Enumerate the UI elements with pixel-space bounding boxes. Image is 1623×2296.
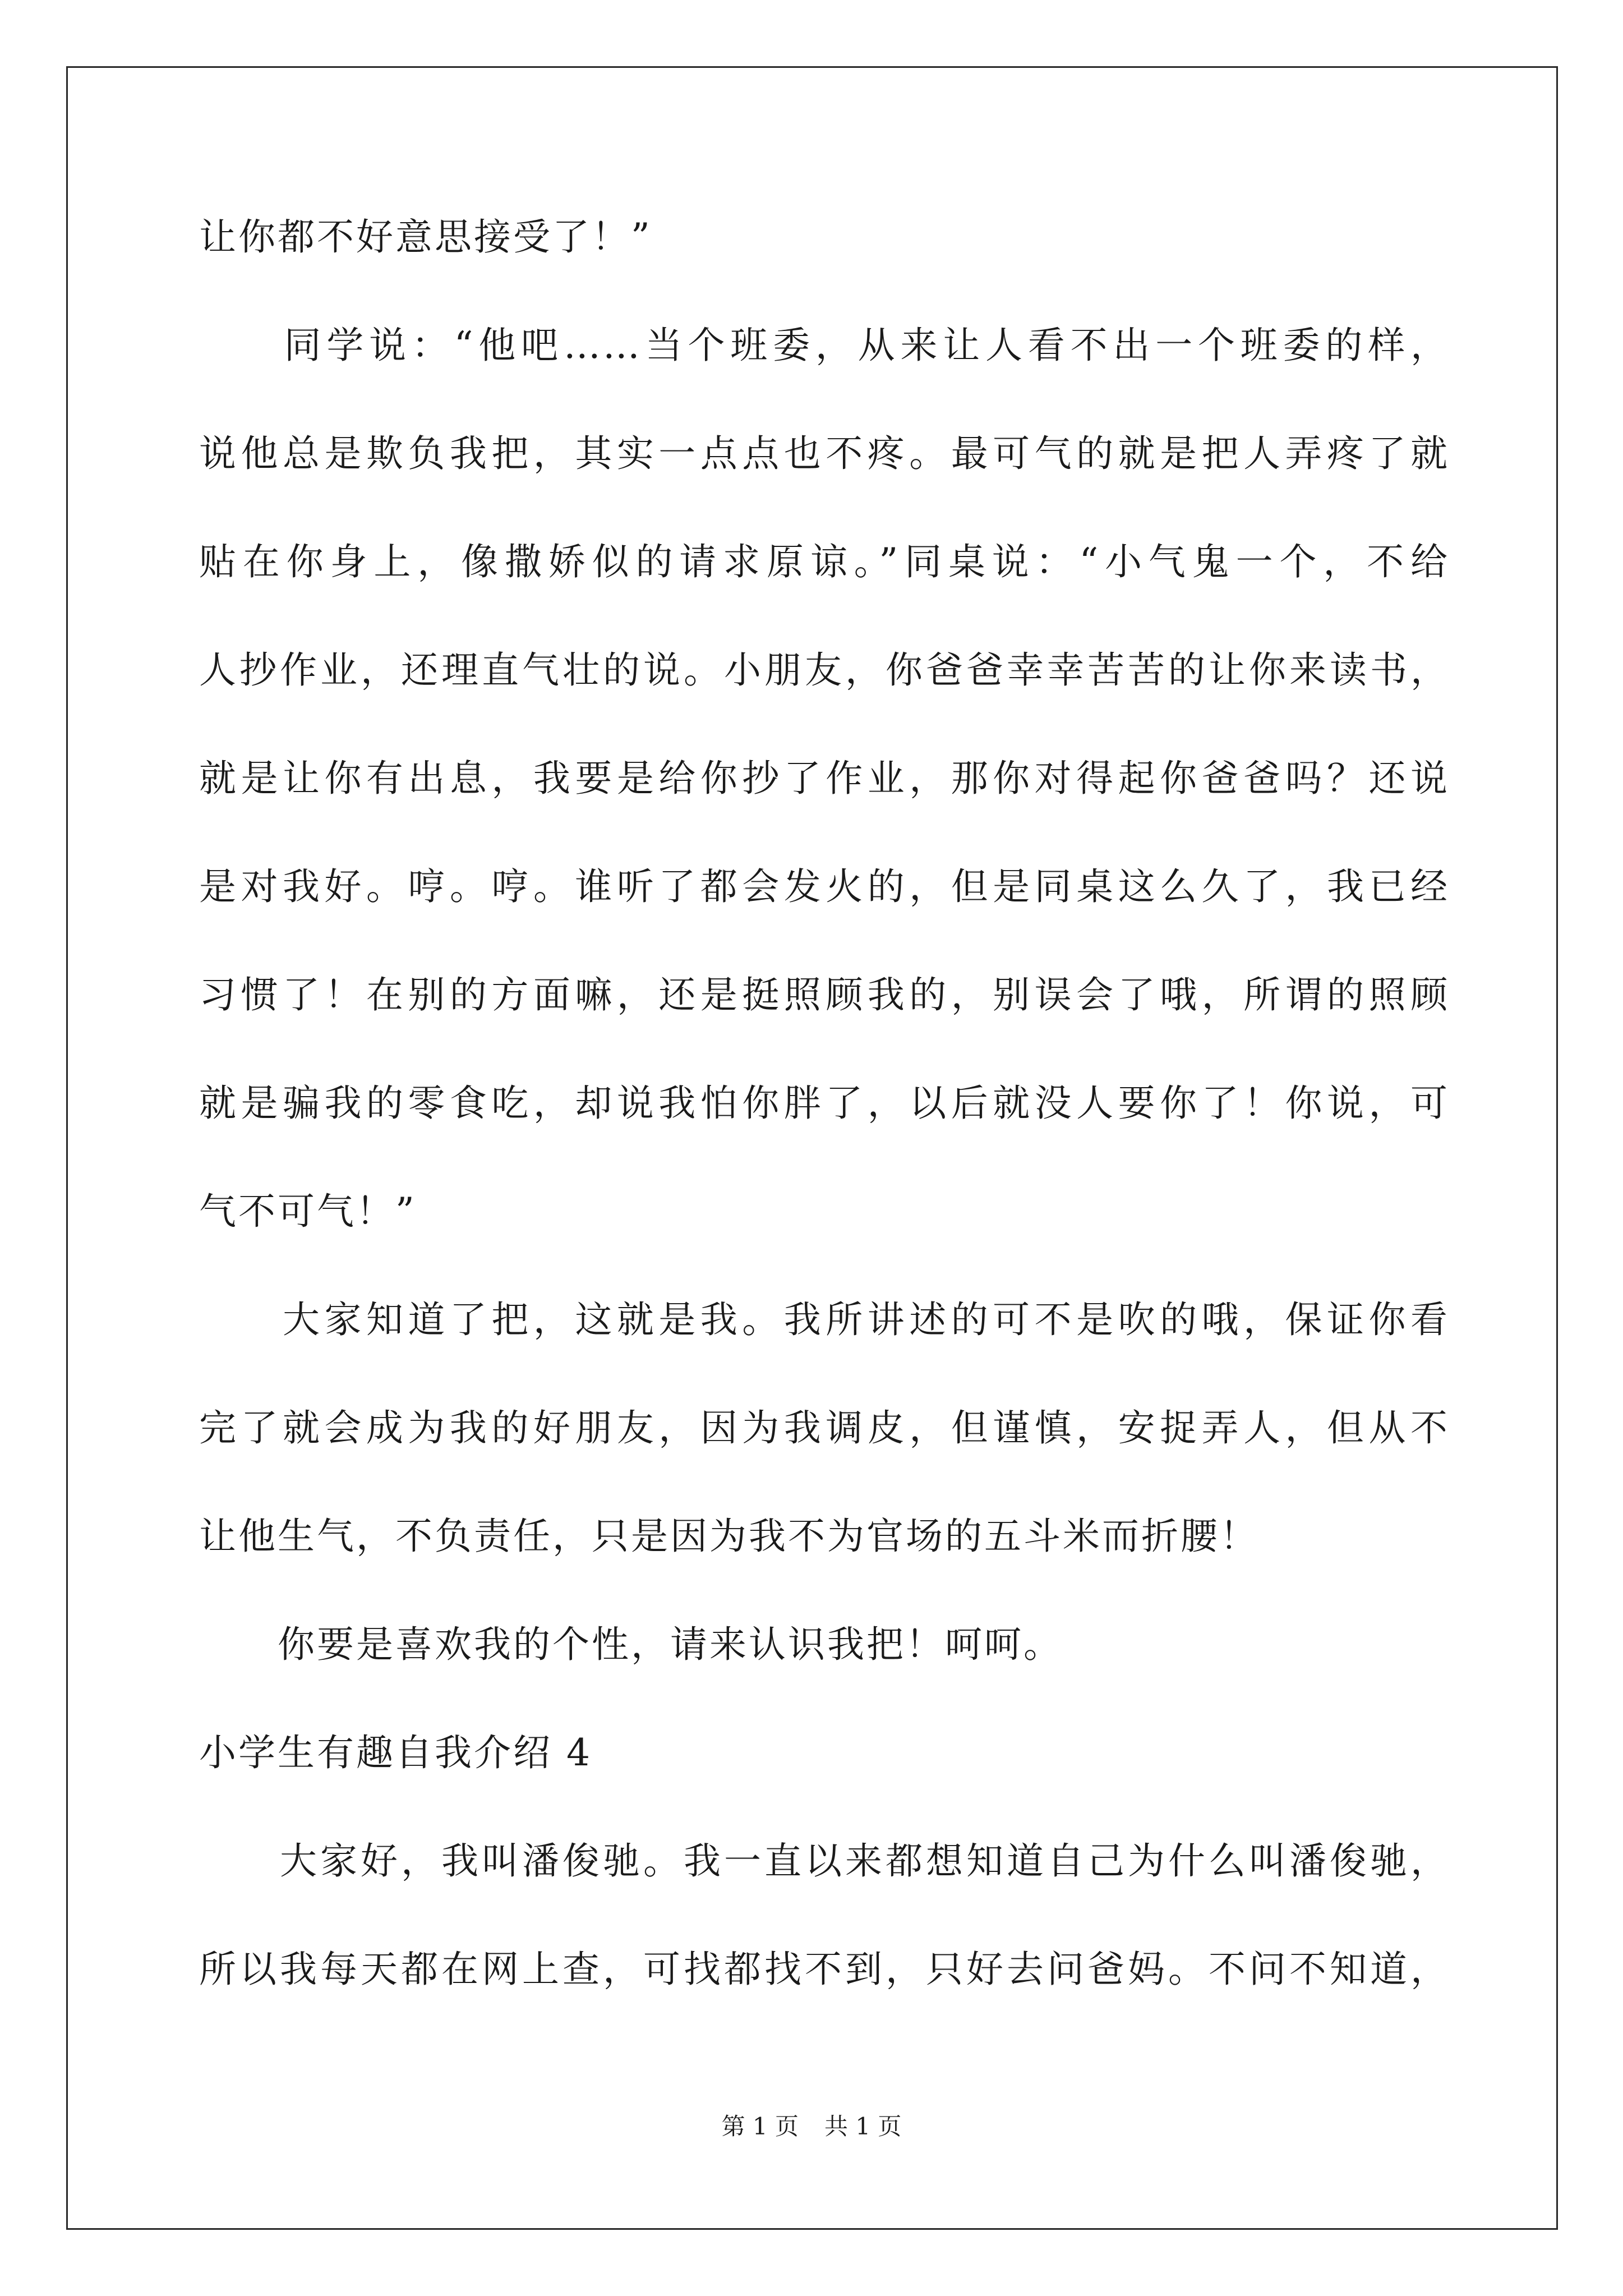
text-line: 习惯了！在别的方面嘛，还是挺照顾我的，别误会了哦，所谓的照顾 xyxy=(199,973,1450,1016)
page-number: 第 1 页 xyxy=(721,2113,799,2140)
text-line: 人抄作业，还理直气壮的说。小朋友，你爸爸幸幸苦苦的让你来读书， xyxy=(199,648,1450,692)
text-line: 就是骗我的零食吃，却说我怕你胖了，以后就没人要你了！你说，可 xyxy=(199,1082,1450,1125)
text-line: 同学说：“他吧……当个班委，从来让人看不出一个班委的样， xyxy=(199,324,1450,367)
text-line: 是对我好。哼。哼。谁听了都会发火的，但是同桌这么久了，我已经 xyxy=(199,865,1450,908)
document-body xyxy=(199,215,1450,2059)
text-line: 大家知道了把，这就是我。我所讲述的可不是吹的哦，保证你看 xyxy=(199,1298,1450,1341)
text-line: 你要是喜欢我的个性，请来认识我把！呵呵。 xyxy=(199,1623,1063,1666)
text-line: 说他总是欺负我把，其实一点点也不疼。最可气的就是把人弄疼了就 xyxy=(199,432,1450,475)
text-line: 完了就会成为我的好朋友，因为我调皮，但谨慎，安捉弄人，但从不 xyxy=(199,1406,1450,1450)
section-heading: 小学生有趣自我介绍 4 xyxy=(199,1731,592,1774)
text-line: 让他生气，不负责任，只是因为我不为官场的五斗米而折腰！ xyxy=(199,1515,1259,1558)
text-line: 贴在你身上，像撒娇似的请求原谅。”同桌说：“小气鬼一个，不给 xyxy=(199,540,1450,583)
text-line: 所以我每天都在网上查，可找都找不到，只好去问爸妈。不问不知道， xyxy=(199,1948,1450,1991)
page-total: 共 1 页 xyxy=(824,2113,902,2140)
text-line: 气不可气！” xyxy=(199,1190,417,1233)
page-footer xyxy=(0,2115,1623,2138)
text-line: 让你都不好意思接受了！” xyxy=(199,215,652,259)
text-line: 大家好，我叫潘俊驰。我一直以来都想知道自己为什么叫潘俊驰， xyxy=(199,1839,1450,1883)
text-line: 就是让你有出息，我要是给你抄了作业，那你对得起你爸爸吗？还说 xyxy=(199,757,1450,800)
